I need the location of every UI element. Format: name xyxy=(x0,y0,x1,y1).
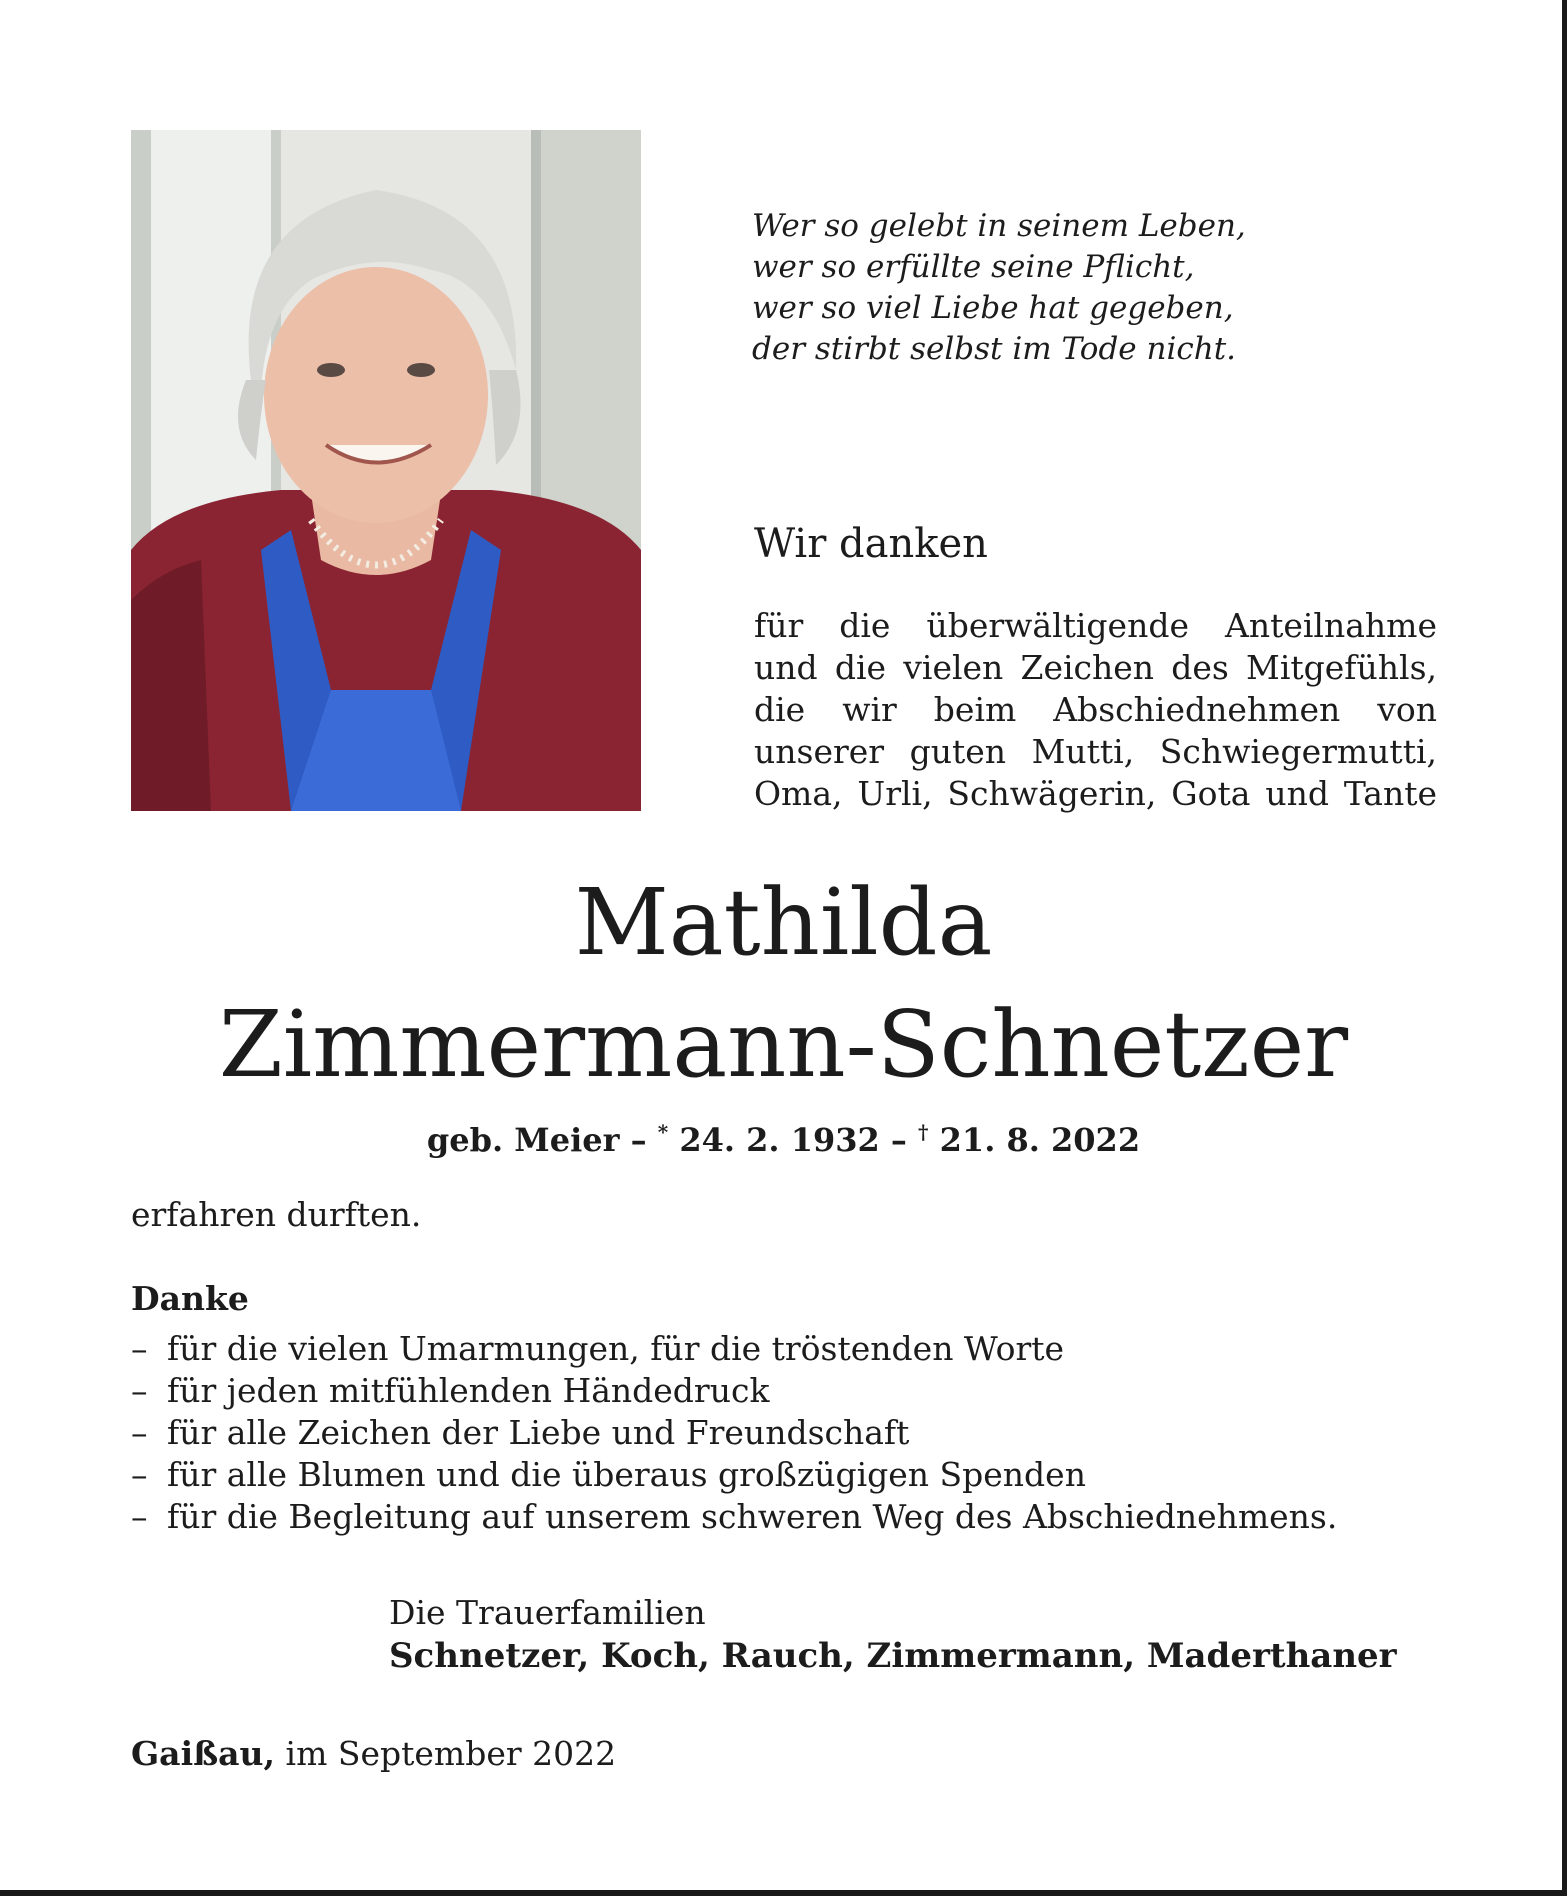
date-separator: – xyxy=(890,1121,907,1159)
poem-line: Wer so gelebt in seinem Leben, xyxy=(752,208,1246,244)
list-item xyxy=(131,1328,1337,1370)
dash-bullet: – xyxy=(131,1413,148,1452)
death-date: 21. 8. 2022 xyxy=(939,1121,1141,1159)
list-item-text: für die Begleitung auf unserem schweren Weg des Abschiednehmens. xyxy=(167,1497,1338,1536)
dash-bullet: – xyxy=(131,1371,148,1410)
death-symbol: † xyxy=(918,1120,929,1144)
thanks-line: für die überwältigende Anteilnahme xyxy=(754,606,1437,645)
list-item-text: für jeden mitfühlenden Händedruck xyxy=(167,1371,770,1410)
thanks-body xyxy=(754,605,1437,815)
thanks-line: die wir beim Abschiednehmen von xyxy=(754,690,1437,729)
list-item-text: für alle Blumen und die überaus großzügigen Spenden xyxy=(167,1455,1086,1494)
danke-heading: Danke xyxy=(131,1279,249,1318)
list-item xyxy=(131,1496,1337,1538)
family-names: Schnetzer, Koch, Rauch, Zimmermann, Maderthaner xyxy=(389,1636,1397,1676)
thanks-heading: Wir danken xyxy=(754,521,988,567)
deceased-last-name: Zimmermann-Schnetzer xyxy=(218,991,1349,1098)
thanks-line: unserer guten Mutti, Schwiegermutti, xyxy=(754,732,1437,771)
portrait-photo xyxy=(131,130,641,811)
maiden-name: geb. Meier xyxy=(426,1121,620,1159)
list-item-text: für die vielen Umarmungen, für die tröstenden Worte xyxy=(167,1329,1065,1368)
birth-symbol: * xyxy=(657,1120,669,1144)
birth-date: 24. 2. 1932 xyxy=(679,1121,880,1159)
dash-bullet: – xyxy=(131,1497,148,1536)
families-intro: Die Trauerfamilien xyxy=(389,1593,706,1632)
thanks-line: Oma, Urli, Schwägerin, Gota und Tante xyxy=(754,774,1437,813)
poem-line: der stirbt selbst im Tode nicht. xyxy=(752,331,1237,367)
place-month: im September 2022 xyxy=(285,1734,617,1773)
date-separator: – xyxy=(630,1121,647,1159)
list-item xyxy=(131,1454,1337,1496)
place-town: Gaißau, xyxy=(131,1734,276,1773)
poem-line: wer so viel Liebe hat gegeben, xyxy=(752,290,1234,326)
thanks-continuation: erfahren durften. xyxy=(131,1195,422,1234)
thanks-line: und die vielen Zeichen des Mitgefühls, xyxy=(754,648,1437,687)
list-item xyxy=(131,1412,1337,1454)
dash-bullet: – xyxy=(131,1329,148,1368)
deceased-first-name: Mathilda xyxy=(574,869,993,976)
poem xyxy=(752,206,1312,370)
list-item xyxy=(131,1370,1337,1412)
danke-list xyxy=(131,1328,1337,1538)
place-date xyxy=(131,1731,616,1777)
dash-bullet: – xyxy=(131,1455,148,1494)
portrait-illustration xyxy=(131,130,641,811)
poem-line: wer so erfüllte seine Pflicht, xyxy=(752,249,1195,285)
life-dates xyxy=(0,1107,1567,1165)
list-item-text: für alle Zeichen der Liebe und Freundschaft xyxy=(167,1413,910,1452)
